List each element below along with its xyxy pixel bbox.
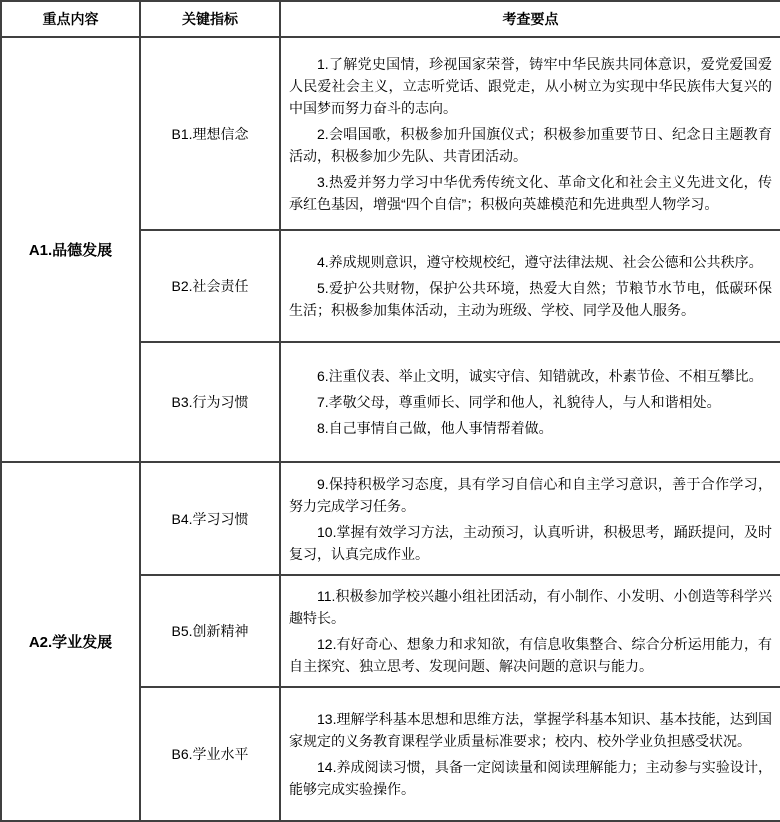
- indicator-cell-b3: B3.行为习惯: [140, 342, 280, 462]
- indicator-cell-b2: B2.社会责任: [140, 230, 280, 342]
- indicator-cell-b4: B4.学习习惯: [140, 462, 280, 575]
- indicator-cell-b6: B6.学业水平: [140, 687, 280, 821]
- exam-point-text: 11.积极参加学校兴趣小组社团活动，有小制作、小发明、小创造等科学兴趣特长。: [289, 588, 772, 626]
- exam-point-text: 8.自己事情自己做，他人事情帮着做。: [317, 420, 553, 436]
- header-cell-key-content: 重点内容: [1, 1, 140, 37]
- exam-point-text: 1.了解党史国情，珍视国家荣誉，铸牢中华民族共同体意识，爱党爱国爱人民爱社会主义，立志听党话、跟党走，从小树立为实现中华民族伟大复兴的中国梦而努力奋斗的志向。: [289, 55, 772, 116]
- category-cell-a2: A2.学业发展: [1, 462, 140, 821]
- category-cell-a1: A1.品德发展: [1, 37, 140, 462]
- points-cell-b3: [280, 342, 780, 462]
- exam-point-text: 10.掌握有效学习方法，主动预习，认真听讲，积极思考，踊跃提问，及时复习，认真完成作业。: [289, 523, 772, 562]
- header-cell-exam-points: 考查要点: [280, 1, 780, 37]
- exam-point-text: 12.有好奇心、想象力和求知欲，有信息收集整合、综合分析运用能力，有自主探究、独立思考、发现问题、解决问题的意识与能力。: [289, 636, 772, 674]
- exam-point-text: 5.爱护公共财物，保护公共环境，热爱大自然；节粮节水节电，低碳环保生活；积极参加集体活动，主动为班级、学校、同学及他人服务。: [289, 280, 772, 318]
- exam-point-text: 7.孝敬父母，尊重师长、同学和他人，礼貌待人，与人和谐相处。: [317, 394, 721, 410]
- exam-point-text: 9.保持积极学习态度，具有学习自信心和自主学习意识，善于合作学习，努力完成学习任务。: [289, 475, 772, 514]
- header-cell-key-indicator: 关键指标: [140, 1, 280, 37]
- exam-point-text: 3.热爱并努力学习中华优秀传统文化、革命文化和社会主义先进文化，传承红色基因，增强“四个自信”；积极向英雄模范和先进典型人物学习。: [289, 173, 772, 212]
- table-row: [1, 37, 780, 230]
- exam-point-text: 14.养成阅读习惯，具备一定阅读量和阅读理解能力；主动参与实验设计，能够完成实验操作。: [289, 759, 772, 797]
- indicator-cell-b5: B5.创新精神: [140, 575, 280, 687]
- points-cell-b6: [280, 687, 780, 821]
- table-row: [1, 462, 780, 575]
- points-cell-b1: [280, 37, 780, 230]
- table-header-row: [1, 1, 780, 37]
- points-cell-b5: [280, 575, 780, 687]
- exam-point-text: 4.养成规则意识，遵守校规校纪，遵守法律法规、社会公德和公共秩序。: [317, 254, 763, 270]
- exam-point-text: 6.注重仪表、举止文明，诚实守信、知错就改，朴素节俭、不相互攀比。: [317, 368, 763, 384]
- exam-point-text: 2.会唱国歌，积极参加升国旗仪式；积极参加重要节日、纪念日主题教育活动，积极参加少先队、共青团活动。: [289, 125, 772, 164]
- points-cell-b2: [280, 230, 780, 342]
- indicator-cell-b1: B1.理想信念: [140, 37, 280, 230]
- points-cell-b4: [280, 462, 780, 575]
- exam-point-text: 13.理解学科基本思想和思维方法，掌握学科基本知识、基本技能，达到国家规定的义务教育课程学业质量标准要求；校内、校外学业负担感受状况。: [289, 711, 772, 749]
